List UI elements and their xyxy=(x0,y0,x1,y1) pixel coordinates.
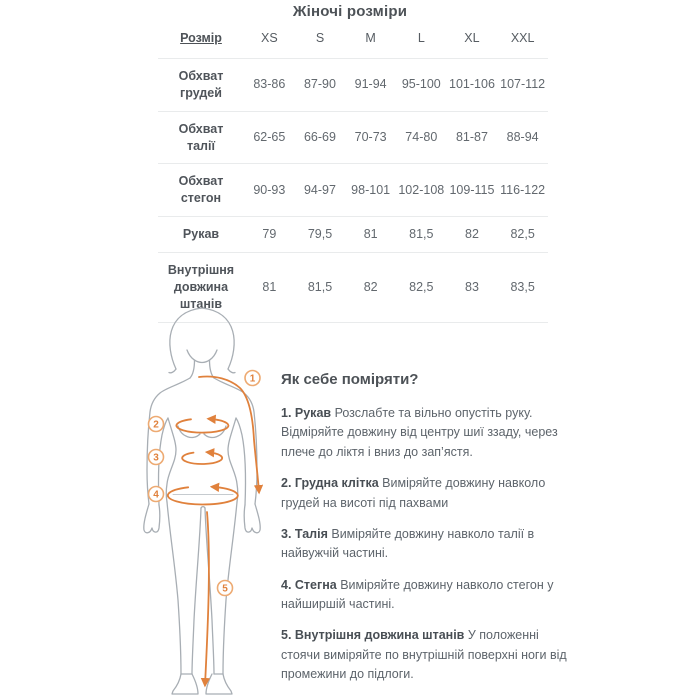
svg-text:1: 1 xyxy=(249,373,256,385)
guide-heading: Як себе поміряти? xyxy=(281,371,419,388)
size-cell: 101-106 xyxy=(449,77,495,92)
marker-5-inseam xyxy=(218,581,233,596)
measure-step-inseam: 5. Внутрішня довжина штанів У положенні стоячи виміряйте по внутрішній поверхні ноги від промежини до підлоги. xyxy=(281,628,567,682)
size-cell: 98-101 xyxy=(351,182,391,197)
marker-4-hips xyxy=(149,487,164,502)
size-cell: 83,5 xyxy=(510,279,535,294)
size-cell: 82 xyxy=(465,227,479,242)
size-cell: 82,5 xyxy=(510,227,535,242)
size-cell: 95-100 xyxy=(401,77,441,92)
size-column-header-link[interactable]: Розмір xyxy=(180,31,222,45)
size-cell: 90-93 xyxy=(253,182,286,197)
measure-step-chest: 2. Грудна клітка Виміряйте довжину навколо грудей на висоті під пахвами xyxy=(281,476,546,510)
size-cell: 116-122 xyxy=(500,182,546,197)
measure-ellipse-chest xyxy=(176,419,228,433)
size-cell: 94-97 xyxy=(303,182,336,197)
measure-ellipse-waist xyxy=(182,452,222,464)
marker-3-waist xyxy=(149,450,164,465)
figure-markers xyxy=(149,371,261,596)
size-cell: 79 xyxy=(262,227,277,242)
size-table-header-row xyxy=(158,25,548,58)
size-cell: 81,5 xyxy=(307,279,333,294)
size-cell: 107-112 xyxy=(500,77,546,92)
size-cell: 62-65 xyxy=(253,130,286,145)
svg-text:3: 3 xyxy=(153,452,159,464)
size-cell: 83 xyxy=(465,279,479,294)
size-cell: 81 xyxy=(262,279,277,294)
row-label: Обхват талії xyxy=(178,121,224,153)
size-cell: 87-90 xyxy=(303,77,336,92)
measuring-guide xyxy=(281,371,575,697)
table-row-waist xyxy=(158,111,548,164)
table-row-hips xyxy=(158,164,548,217)
measure-step-sleeve: 1. Рукав Розслабте та вільно опустіть руку. Відміряйте довжину від центру шиї ззаду, через плече до ліктя і вниз до зап’ястя. xyxy=(281,406,558,459)
row-label: Обхват стегон xyxy=(178,174,224,206)
size-cell: 83-86 xyxy=(253,77,286,92)
svg-text:2: 2 xyxy=(153,419,159,431)
size-cell: 88-94 xyxy=(506,130,539,145)
size-cell: 109-115 xyxy=(449,182,495,197)
size-header-xl: XL xyxy=(464,31,480,45)
size-cell: 82,5 xyxy=(409,279,434,294)
measure-step-hips: 4. Стегна Виміряйте довжину навколо стегон у найширшій частині. xyxy=(281,577,554,611)
size-header-s: S xyxy=(315,31,325,45)
figure-outline xyxy=(144,308,260,694)
size-cell: 81-87 xyxy=(455,130,488,145)
size-cell: 81 xyxy=(363,227,378,242)
size-cell: 66-69 xyxy=(303,130,336,145)
body-figure xyxy=(128,298,280,700)
size-cell: 70-73 xyxy=(354,130,387,145)
measure-step-waist: 3. Талія Виміряйте довжину навколо талії в найвужчій частині. xyxy=(281,526,535,561)
marker-2-chest xyxy=(149,417,164,432)
size-table xyxy=(158,25,548,323)
measure-line-sleeve xyxy=(199,373,259,492)
svg-text:5: 5 xyxy=(222,583,228,595)
row-label: Обхват грудей xyxy=(178,68,224,100)
size-header-m: M xyxy=(365,31,376,45)
size-cell: 102-108 xyxy=(398,182,445,197)
row-label: Внутрішня довжина штанів xyxy=(167,263,235,311)
size-cell: 74-80 xyxy=(405,130,438,145)
size-header-l: L xyxy=(417,31,425,45)
size-cell: 81,5 xyxy=(409,227,434,242)
row-label: Рукав xyxy=(182,227,220,242)
table-row-chest xyxy=(158,58,548,111)
size-cell: 91-94 xyxy=(354,77,387,92)
marker-1-sleeve xyxy=(245,371,260,386)
table-row-sleeve xyxy=(158,217,548,253)
svg-text:4: 4 xyxy=(153,489,159,501)
page-title: Жіночі розміри xyxy=(292,3,408,20)
size-header-xxl: XXL xyxy=(510,31,535,45)
size-header-xs: XS xyxy=(260,31,278,45)
size-cell: 79,5 xyxy=(307,227,333,242)
size-cell: 82 xyxy=(363,279,378,294)
measure-ellipse-hips xyxy=(168,487,238,505)
